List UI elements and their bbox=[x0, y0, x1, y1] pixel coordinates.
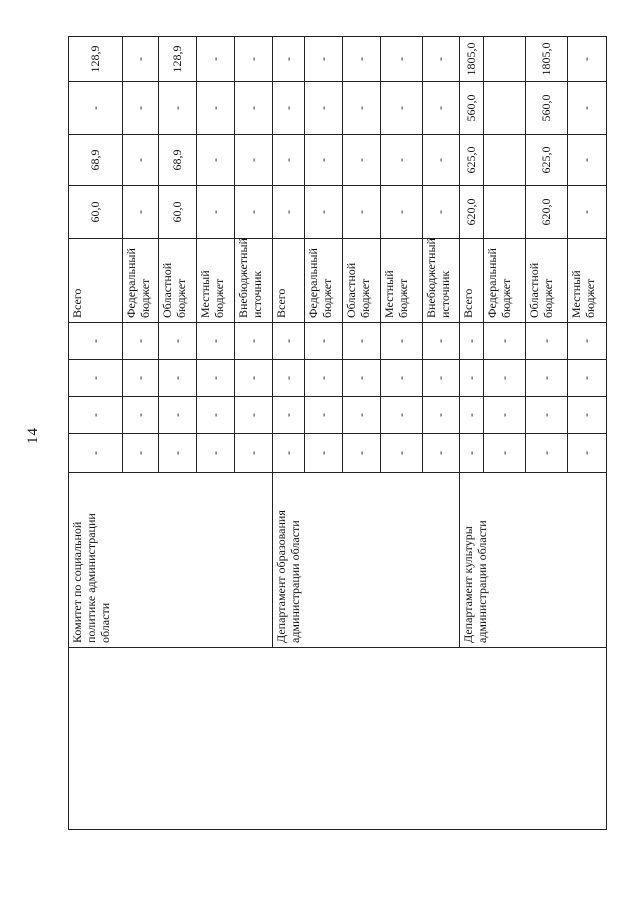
cell-y1: - bbox=[197, 186, 235, 239]
cell-c1: - bbox=[197, 434, 235, 473]
cell-y2: 68,9 bbox=[159, 135, 197, 186]
cell-total: - bbox=[343, 37, 381, 82]
cell-y3: 560,0 bbox=[526, 82, 568, 135]
cell-y2: - bbox=[381, 135, 423, 186]
cell-y1: - bbox=[123, 186, 159, 239]
source-cell: Федеральный бюджет bbox=[305, 239, 343, 323]
cell-c2: - bbox=[305, 397, 343, 434]
cell-c3: - bbox=[123, 360, 159, 397]
cell-y1: - bbox=[568, 186, 607, 239]
cell-y3: - bbox=[423, 82, 460, 135]
cell-y3: - bbox=[235, 82, 273, 135]
cell-total: - bbox=[197, 37, 235, 82]
cell-y1: 60,0 bbox=[69, 186, 123, 239]
cell-y2: - bbox=[423, 135, 460, 186]
source-cell: Областной бюджет bbox=[526, 239, 568, 323]
cell-c1: - bbox=[235, 434, 273, 473]
cell-y2: - bbox=[343, 135, 381, 186]
cell-c3: - bbox=[343, 360, 381, 397]
cell-c1: - bbox=[526, 434, 568, 473]
cell-y1: - bbox=[343, 186, 381, 239]
cell-total: - bbox=[381, 37, 423, 82]
cell-c1: - bbox=[460, 434, 484, 473]
source-cell: Областной бюджет bbox=[159, 239, 197, 323]
cell-c4: - bbox=[123, 323, 159, 360]
cell-y3: - bbox=[159, 82, 197, 135]
cell-y1: 620,0 bbox=[460, 186, 484, 239]
cell-c4: - bbox=[273, 323, 305, 360]
cell-y3: - bbox=[343, 82, 381, 135]
cell-y3: - bbox=[273, 82, 305, 135]
cell-c1: - bbox=[423, 434, 460, 473]
cell-c1: - bbox=[159, 434, 197, 473]
source-cell: Всего bbox=[460, 239, 484, 323]
cell-y1 bbox=[484, 186, 526, 239]
cell-c1: - bbox=[343, 434, 381, 473]
cell-c3: - bbox=[423, 360, 460, 397]
cell-c4: - bbox=[460, 323, 484, 360]
cell-c2: - bbox=[123, 397, 159, 434]
cell-total: 128,9 bbox=[69, 37, 123, 82]
source-cell: Внебюджетный источник bbox=[235, 239, 273, 323]
cell-c3: - bbox=[197, 360, 235, 397]
cell-c3: - bbox=[484, 360, 526, 397]
cell-c1: - bbox=[305, 434, 343, 473]
table-row bbox=[69, 37, 123, 830]
cell-c4: - bbox=[526, 323, 568, 360]
cell-y3 bbox=[484, 82, 526, 135]
cell-c3: - bbox=[159, 360, 197, 397]
empty-first-column bbox=[69, 648, 607, 830]
cell-c3: - bbox=[69, 360, 123, 397]
cell-y2: - bbox=[123, 135, 159, 186]
cell-y2: - bbox=[273, 135, 305, 186]
budget-table bbox=[68, 36, 607, 830]
cell-y2: - bbox=[305, 135, 343, 186]
cell-total: - bbox=[305, 37, 343, 82]
cell-c4: - bbox=[235, 323, 273, 360]
cell-y2: - bbox=[235, 135, 273, 186]
cell-y3: - bbox=[305, 82, 343, 135]
cell-c1: - bbox=[69, 434, 123, 473]
cell-total: 1805,0 bbox=[526, 37, 568, 82]
cell-y3: - bbox=[381, 82, 423, 135]
cell-c1: - bbox=[381, 434, 423, 473]
cell-c4: - bbox=[381, 323, 423, 360]
cell-c4: - bbox=[69, 323, 123, 360]
cell-y3: 560,0 bbox=[460, 82, 484, 135]
cell-y1: - bbox=[305, 186, 343, 239]
cell-total: - bbox=[123, 37, 159, 82]
cell-c3: - bbox=[305, 360, 343, 397]
cell-total: - bbox=[235, 37, 273, 82]
source-cell: Внебюджетный источник bbox=[423, 239, 460, 323]
cell-c1: - bbox=[484, 434, 526, 473]
cell-y2 bbox=[484, 135, 526, 186]
cell-c2: - bbox=[273, 397, 305, 434]
cell-y2: 68,9 bbox=[69, 135, 123, 186]
page-number: 14 bbox=[25, 427, 41, 444]
cell-c4: - bbox=[159, 323, 197, 360]
cell-c3: - bbox=[235, 360, 273, 397]
cell-c2: - bbox=[197, 397, 235, 434]
cell-total: 128,9 bbox=[159, 37, 197, 82]
cell-c2: - bbox=[568, 397, 607, 434]
cell-y2: 625,0 bbox=[526, 135, 568, 186]
cell-c3: - bbox=[273, 360, 305, 397]
cell-y2: - bbox=[197, 135, 235, 186]
cell-c4: - bbox=[423, 323, 460, 360]
cell-total bbox=[484, 37, 526, 82]
source-cell: Федеральный бюджет bbox=[123, 239, 159, 323]
cell-y3: - bbox=[568, 82, 607, 135]
source-cell: Федеральный бюджет bbox=[484, 239, 526, 323]
cell-y2: 625,0 bbox=[460, 135, 484, 186]
cell-c3: - bbox=[568, 360, 607, 397]
cell-c3: - bbox=[460, 360, 484, 397]
cell-y1: - bbox=[273, 186, 305, 239]
cell-c2: - bbox=[484, 397, 526, 434]
cell-y1: 620,0 bbox=[526, 186, 568, 239]
cell-c2: - bbox=[69, 397, 123, 434]
cell-c4: - bbox=[343, 323, 381, 360]
cell-c1: - bbox=[568, 434, 607, 473]
cell-y1: - bbox=[235, 186, 273, 239]
cell-y2: - bbox=[568, 135, 607, 186]
cell-total: - bbox=[423, 37, 460, 82]
cell-total: 1805,0 bbox=[460, 37, 484, 82]
cell-c2: - bbox=[381, 397, 423, 434]
cell-c2: - bbox=[526, 397, 568, 434]
source-cell: Всего bbox=[273, 239, 305, 323]
cell-c4: - bbox=[568, 323, 607, 360]
cell-y1: - bbox=[381, 186, 423, 239]
cell-c4: - bbox=[484, 323, 526, 360]
cell-c4: - bbox=[305, 323, 343, 360]
org-cell: Департамент образования администрации области bbox=[273, 473, 460, 648]
cell-c2: - bbox=[460, 397, 484, 434]
cell-total: - bbox=[568, 37, 607, 82]
cell-y3: - bbox=[123, 82, 159, 135]
cell-c2: - bbox=[343, 397, 381, 434]
cell-y3: - bbox=[69, 82, 123, 135]
source-cell: Местный бюджет bbox=[568, 239, 607, 323]
source-cell: Местный бюджет bbox=[381, 239, 423, 323]
source-cell: Всего bbox=[69, 239, 123, 323]
cell-c2: - bbox=[423, 397, 460, 434]
cell-y3: - bbox=[197, 82, 235, 135]
cell-total: - bbox=[273, 37, 305, 82]
source-cell: Областной бюджет bbox=[343, 239, 381, 323]
cell-c3: - bbox=[381, 360, 423, 397]
cell-c2: - bbox=[159, 397, 197, 434]
cell-c4: - bbox=[197, 323, 235, 360]
cell-y1: 60,0 bbox=[159, 186, 197, 239]
cell-c2: - bbox=[235, 397, 273, 434]
org-cell: Департамент культуры администрации области bbox=[460, 473, 607, 648]
cell-c3: - bbox=[526, 360, 568, 397]
cell-c1: - bbox=[273, 434, 305, 473]
rotated-table-container bbox=[68, 37, 597, 830]
cell-y1: - bbox=[423, 186, 460, 239]
source-cell: Местный бюджет bbox=[197, 239, 235, 323]
org-cell: Комитет по социальной политике администрации области bbox=[69, 473, 273, 648]
cell-c1: - bbox=[123, 434, 159, 473]
